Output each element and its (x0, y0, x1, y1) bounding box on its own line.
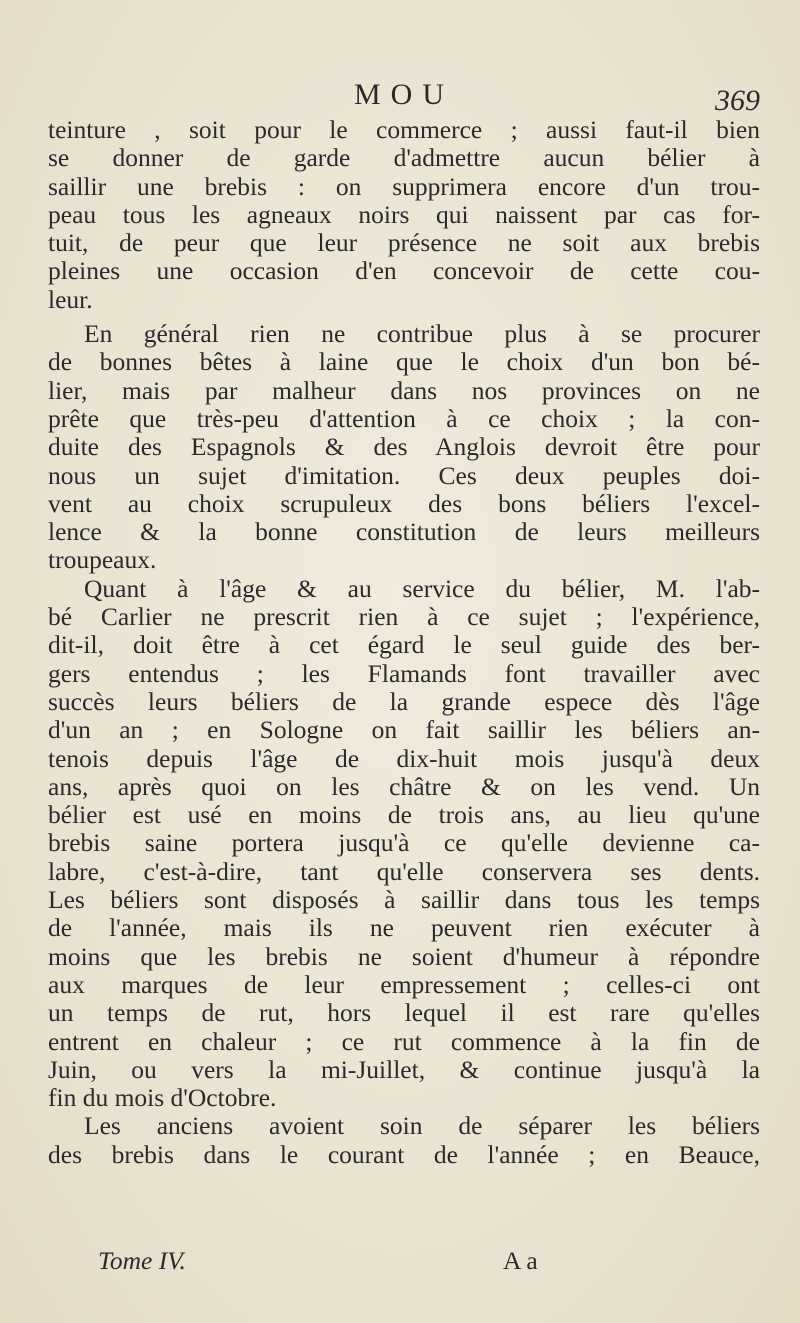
text-line: teinture , soit pour le commerce ; aussi faut-il bien (48, 115, 760, 144)
text-line: Juin, ou vers la mi-Juillet, & continue jusqu'à la (48, 1054, 760, 1084)
signature-mark: A a (503, 1246, 538, 1275)
page-number: 369 (715, 84, 760, 117)
text-line: aux marques de leur empressement ; celles-ci ont (48, 969, 760, 999)
text-line: nous un sujet d'imitation. Ces deux peuples doi- (48, 460, 760, 490)
text-line: succès leurs béliers de la grande espece dès l'âge (48, 686, 760, 716)
text-line: lier, mais par malheur dans nos provinces on ne (48, 375, 760, 405)
text-line: pleines une occasion d'en concevoir de cette cou- (48, 256, 760, 286)
text-line: tuit, de peur que leur présence ne soit aux brebis (48, 228, 760, 258)
text-line: duite des Espagnols & des Anglois devroit être pour (48, 432, 760, 462)
text-line: bélier est usé en moins de trois ans, au lieu qu'une (48, 800, 760, 830)
text-line: saillir une brebis : on supprimera encore d'un trou- (48, 171, 760, 201)
text-line: peau tous les agneaux noirs qui naissent par cas for- (48, 199, 760, 229)
running-title: MOU (353, 78, 454, 111)
text-line: troupeaux. (48, 545, 157, 575)
text-line: vent au choix scrupuleux des bons béliers l'excel- (48, 488, 760, 518)
text-line: moins que les brebis ne soient d'humeur à répondre (48, 941, 760, 971)
text-line: un temps de rut, hors lequel il est rare qu'elles (48, 998, 760, 1028)
text-line: En général rien ne contribue plus à se procurer (84, 319, 760, 349)
text-line: de bonnes bêtes à laine que le choix d'un bon bé- (48, 347, 760, 377)
text-line: des brebis dans le courant de l'année ; en Beauce, (48, 1139, 760, 1169)
text-line: fin du mois d'Octobre. (48, 1083, 277, 1113)
text-line: lence & la bonne constitution de leurs meilleurs (48, 517, 760, 547)
text-line: bé Carlier ne prescrit rien à ce sujet ; l'expérience, (48, 602, 760, 632)
page-footer (48, 1246, 760, 1278)
text-line: dit-il, doit être à cet égard le seul guide des ber- (48, 630, 760, 660)
text-line: d'un an ; en Sologne on fait saillir les béliers an- (48, 715, 760, 745)
text-line: se donner de garde d'admettre aucun bélier à (48, 143, 760, 173)
text-line: Les béliers sont disposés à saillir dans tous les temps (48, 885, 760, 915)
body-text (48, 116, 760, 1169)
text-line: de l'année, mais ils ne peuvent rien exécuter à (48, 913, 760, 943)
text-line: leur. (48, 284, 93, 314)
text-line: labre, c'est-à-dire, tant qu'elle conservera ses dents. (48, 856, 760, 886)
text-line: entrent en chaleur ; ce rut commence à la fin de (48, 1026, 760, 1056)
text-line: tenois depuis l'âge de dix-huit mois jusqu'à deux (48, 743, 760, 773)
text-line: prête que très-peu d'attention à ce choix ; la con- (48, 403, 760, 433)
text-line: brebis saine portera jusqu'à ce qu'elle devienne ca- (48, 828, 760, 858)
volume-label: Tome IV. (98, 1246, 186, 1275)
text-line: Les anciens avoient soin de séparer les béliers (84, 1111, 760, 1141)
text-line: Quant à l'âge & au service du bélier, M. l'ab- (84, 573, 760, 603)
text-line: gers entendus ; les Flamands font travailler avec (48, 658, 760, 688)
text-line: ans, après quoi on les châtre & on les vend. Un (48, 771, 760, 801)
